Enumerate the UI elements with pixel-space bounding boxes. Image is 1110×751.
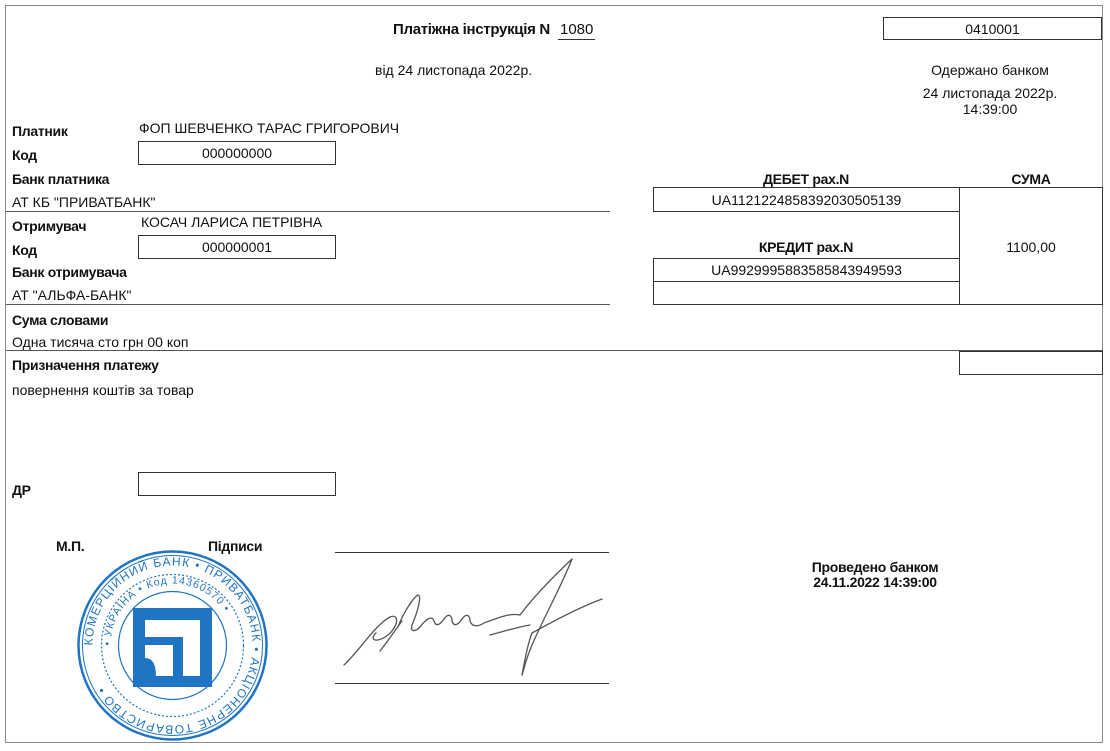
privatbank-logo (133, 608, 212, 687)
recipient-name: КОСАЧ ЛАРИСА ПЕТРІВНА (141, 214, 323, 230)
amount-words-label: Сума словами (12, 312, 109, 328)
payer-bank-underline (6, 211, 610, 212)
payer-code-box (138, 141, 336, 165)
recipient-bank-label: Банк отримувача (12, 264, 127, 280)
recipient-label: Отримувач (12, 218, 87, 234)
debit-account: UA112122485839203050513​9 (711, 192, 902, 208)
received-date: 24 листопада 2022р. (922, 85, 1058, 101)
credit-account: UA992999588358584394959​3 (711, 262, 902, 278)
sum-box (959, 187, 1103, 305)
credit-account-box (653, 258, 960, 282)
sum-label: СУМА (1011, 171, 1051, 187)
dr-label: ДР (12, 482, 31, 498)
purpose-text: повернення коштів за товар (12, 382, 194, 398)
payer-code: 000000000 (201, 145, 273, 161)
document-date: від 24 листопада 2022р. (375, 62, 533, 78)
credit-label: КРЕДИТ рах.N (758, 239, 854, 255)
received-time: 14:39:00 (962, 101, 1018, 117)
form-code-box (883, 17, 1102, 40)
stamp-label: М.П. (56, 538, 85, 554)
stamp-outer-text: КОМЕРЦІЙНИЙ БАНК • ПРИВАТБАНК • АКЦІОНЕРНЕ ТОВАРИСТВО • (81, 554, 264, 737)
purpose-side-box (959, 351, 1103, 375)
stamp-inner-text: • УКРАЇНА • Код 14360570 • (101, 574, 233, 646)
recipient-code-box (138, 235, 336, 259)
signature-line-top (335, 552, 609, 553)
amount-words-underline (6, 350, 1103, 351)
signature-line-bottom (335, 683, 609, 684)
recipient-code-label: Код (12, 242, 37, 258)
processed-datetime: 24.11.2022 14:39:00 (813, 574, 937, 590)
recipient-bank-underline (6, 304, 610, 305)
received-label: Одержано банком (931, 62, 1049, 78)
document-number: 1080 (560, 21, 594, 38)
bank-stamp (75, 548, 270, 743)
processed-label: Проведено банком (811, 559, 939, 575)
credit-extra-box (653, 281, 960, 305)
payer-bank: АТ КБ "ПРИВАТБАНК" (12, 194, 156, 210)
recipient-bank: АТ "АЛЬФА-БАНК" (12, 287, 132, 303)
payer-code-label: Код (12, 147, 37, 163)
signatures-label: Підписи (208, 538, 263, 554)
signature (340, 555, 610, 680)
recipient-code: 000000001 (201, 239, 273, 255)
sum-value: 1100,00 (1006, 239, 1056, 255)
debit-label: ДЕБЕТ рах.N (763, 171, 849, 187)
payer-name: ФОП ШЕВЧЕНКО ТАРАС ГРИГОРОВИЧ (139, 120, 400, 136)
payer-bank-label: Банк платника (12, 171, 110, 187)
purpose-label: Призначення платежу (12, 357, 159, 373)
document-title: Платіжна інструкція N (393, 21, 550, 38)
payer-label: Платник (12, 123, 68, 139)
amount-words: Одна тисяча сто грн 00 коп (12, 334, 189, 350)
dr-box (138, 472, 336, 496)
form-code: 0410001 (965, 21, 1020, 37)
debit-account-box (653, 187, 960, 212)
